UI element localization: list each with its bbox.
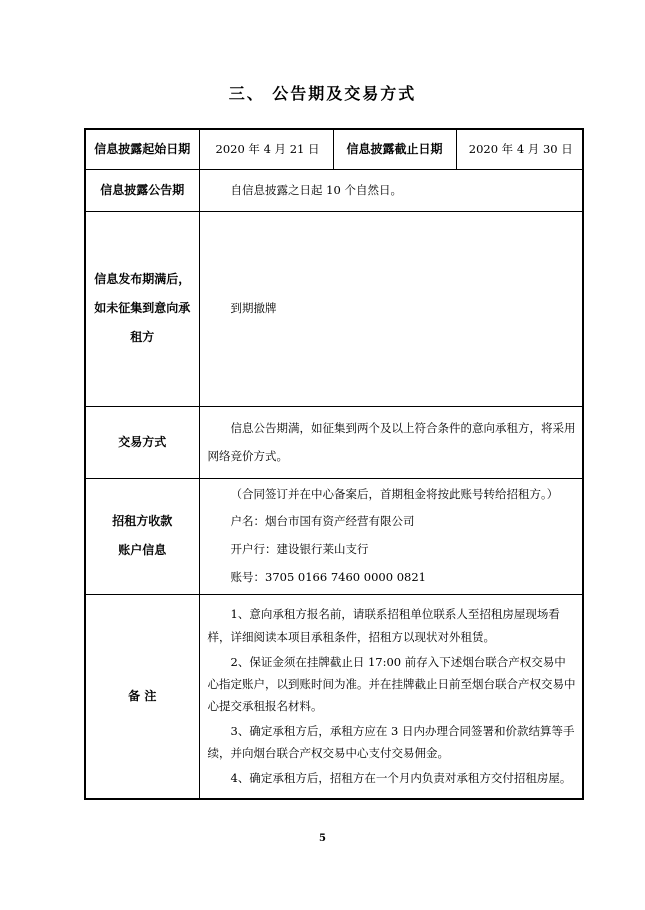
expiry-action-text: 到期撤牌 bbox=[230, 301, 277, 316]
payee-account-value bbox=[199, 478, 583, 594]
remarks-label: 备 注 bbox=[85, 594, 199, 799]
account-holder-name: 户名：烟台市国有资产经营有限公司 bbox=[230, 514, 415, 529]
announcement-period-table bbox=[84, 128, 584, 800]
disclosure-end-date-value: 2020 年 4 月 30 日 bbox=[456, 129, 583, 169]
table-row-remarks bbox=[85, 594, 583, 799]
table-row-payee-account bbox=[85, 478, 583, 594]
account-bank: 开户行：建设银行莱山支行 bbox=[230, 542, 369, 556]
account-note: （合同签订并在中心备案后，首期租金将按此账号转给招租方。） bbox=[230, 486, 559, 501]
payee-account-label bbox=[85, 478, 199, 594]
announcement-period-label: 信息披露公告期 bbox=[85, 169, 199, 211]
remarks-value bbox=[199, 594, 583, 799]
disclosure-end-date-label: 信息披露截止日期 bbox=[333, 129, 456, 169]
table-row-disclosure-dates bbox=[85, 129, 583, 169]
remark-item-4: 4、确定承租方后，招租方在一个月内负责对承租方交付招租房屋。 bbox=[230, 770, 572, 785]
announcement-period-text: 自信息披露之日起 10 个自然日。 bbox=[230, 182, 402, 197]
page-title: 三、 公告期及交易方式 bbox=[228, 84, 417, 103]
transaction-method-label: 交易方式 bbox=[85, 406, 199, 478]
account-number: 账号：3705 0166 7460 0000 0821 bbox=[230, 569, 426, 584]
table-row-transaction-method bbox=[85, 406, 583, 478]
expiry-action-label: 信息发布期满后，如未征集到意向承租方 bbox=[85, 211, 199, 406]
remark-item-2: 2、保证金须在挂牌截止日 17:00 前存入下述烟台联合产权交易中心指定账户，以到账时间为准。并在挂牌截止日前至烟台联合产权交易中心提交承租报名材料。 bbox=[207, 654, 576, 713]
disclosure-start-date-label: 信息披露起始日期 bbox=[85, 129, 199, 169]
page-number: 5 bbox=[319, 833, 326, 844]
remark-item-3: 3、确定承租方后，承租方应在 3 日内办理合同签署和价款结算等手续，并向烟台联合产权交易中心支付交易佣金。 bbox=[207, 723, 575, 760]
payee-account-label-line2: 账户信息 bbox=[118, 543, 167, 557]
table-row-expiry-action bbox=[85, 211, 583, 406]
payee-account-label-line1: 招租方收款 bbox=[112, 514, 173, 529]
table-row-announcement-period bbox=[85, 169, 583, 211]
disclosure-start-date-value: 2020 年 4 月 21 日 bbox=[199, 129, 333, 169]
expiry-action-value bbox=[199, 211, 583, 406]
transaction-method-text: 信息公告期满，如征集到两个及以上符合条件的意向承租方，将采用网络竞价方式。 bbox=[207, 420, 576, 463]
announcement-period-value bbox=[199, 169, 583, 211]
transaction-method-value bbox=[199, 406, 583, 478]
remark-item-1: 1、意向承租方报名前，请联系招租单位联系人至招租房屋现场看样，详细阅读本项目承租条件，招租方以现状对外租赁。 bbox=[207, 607, 560, 644]
